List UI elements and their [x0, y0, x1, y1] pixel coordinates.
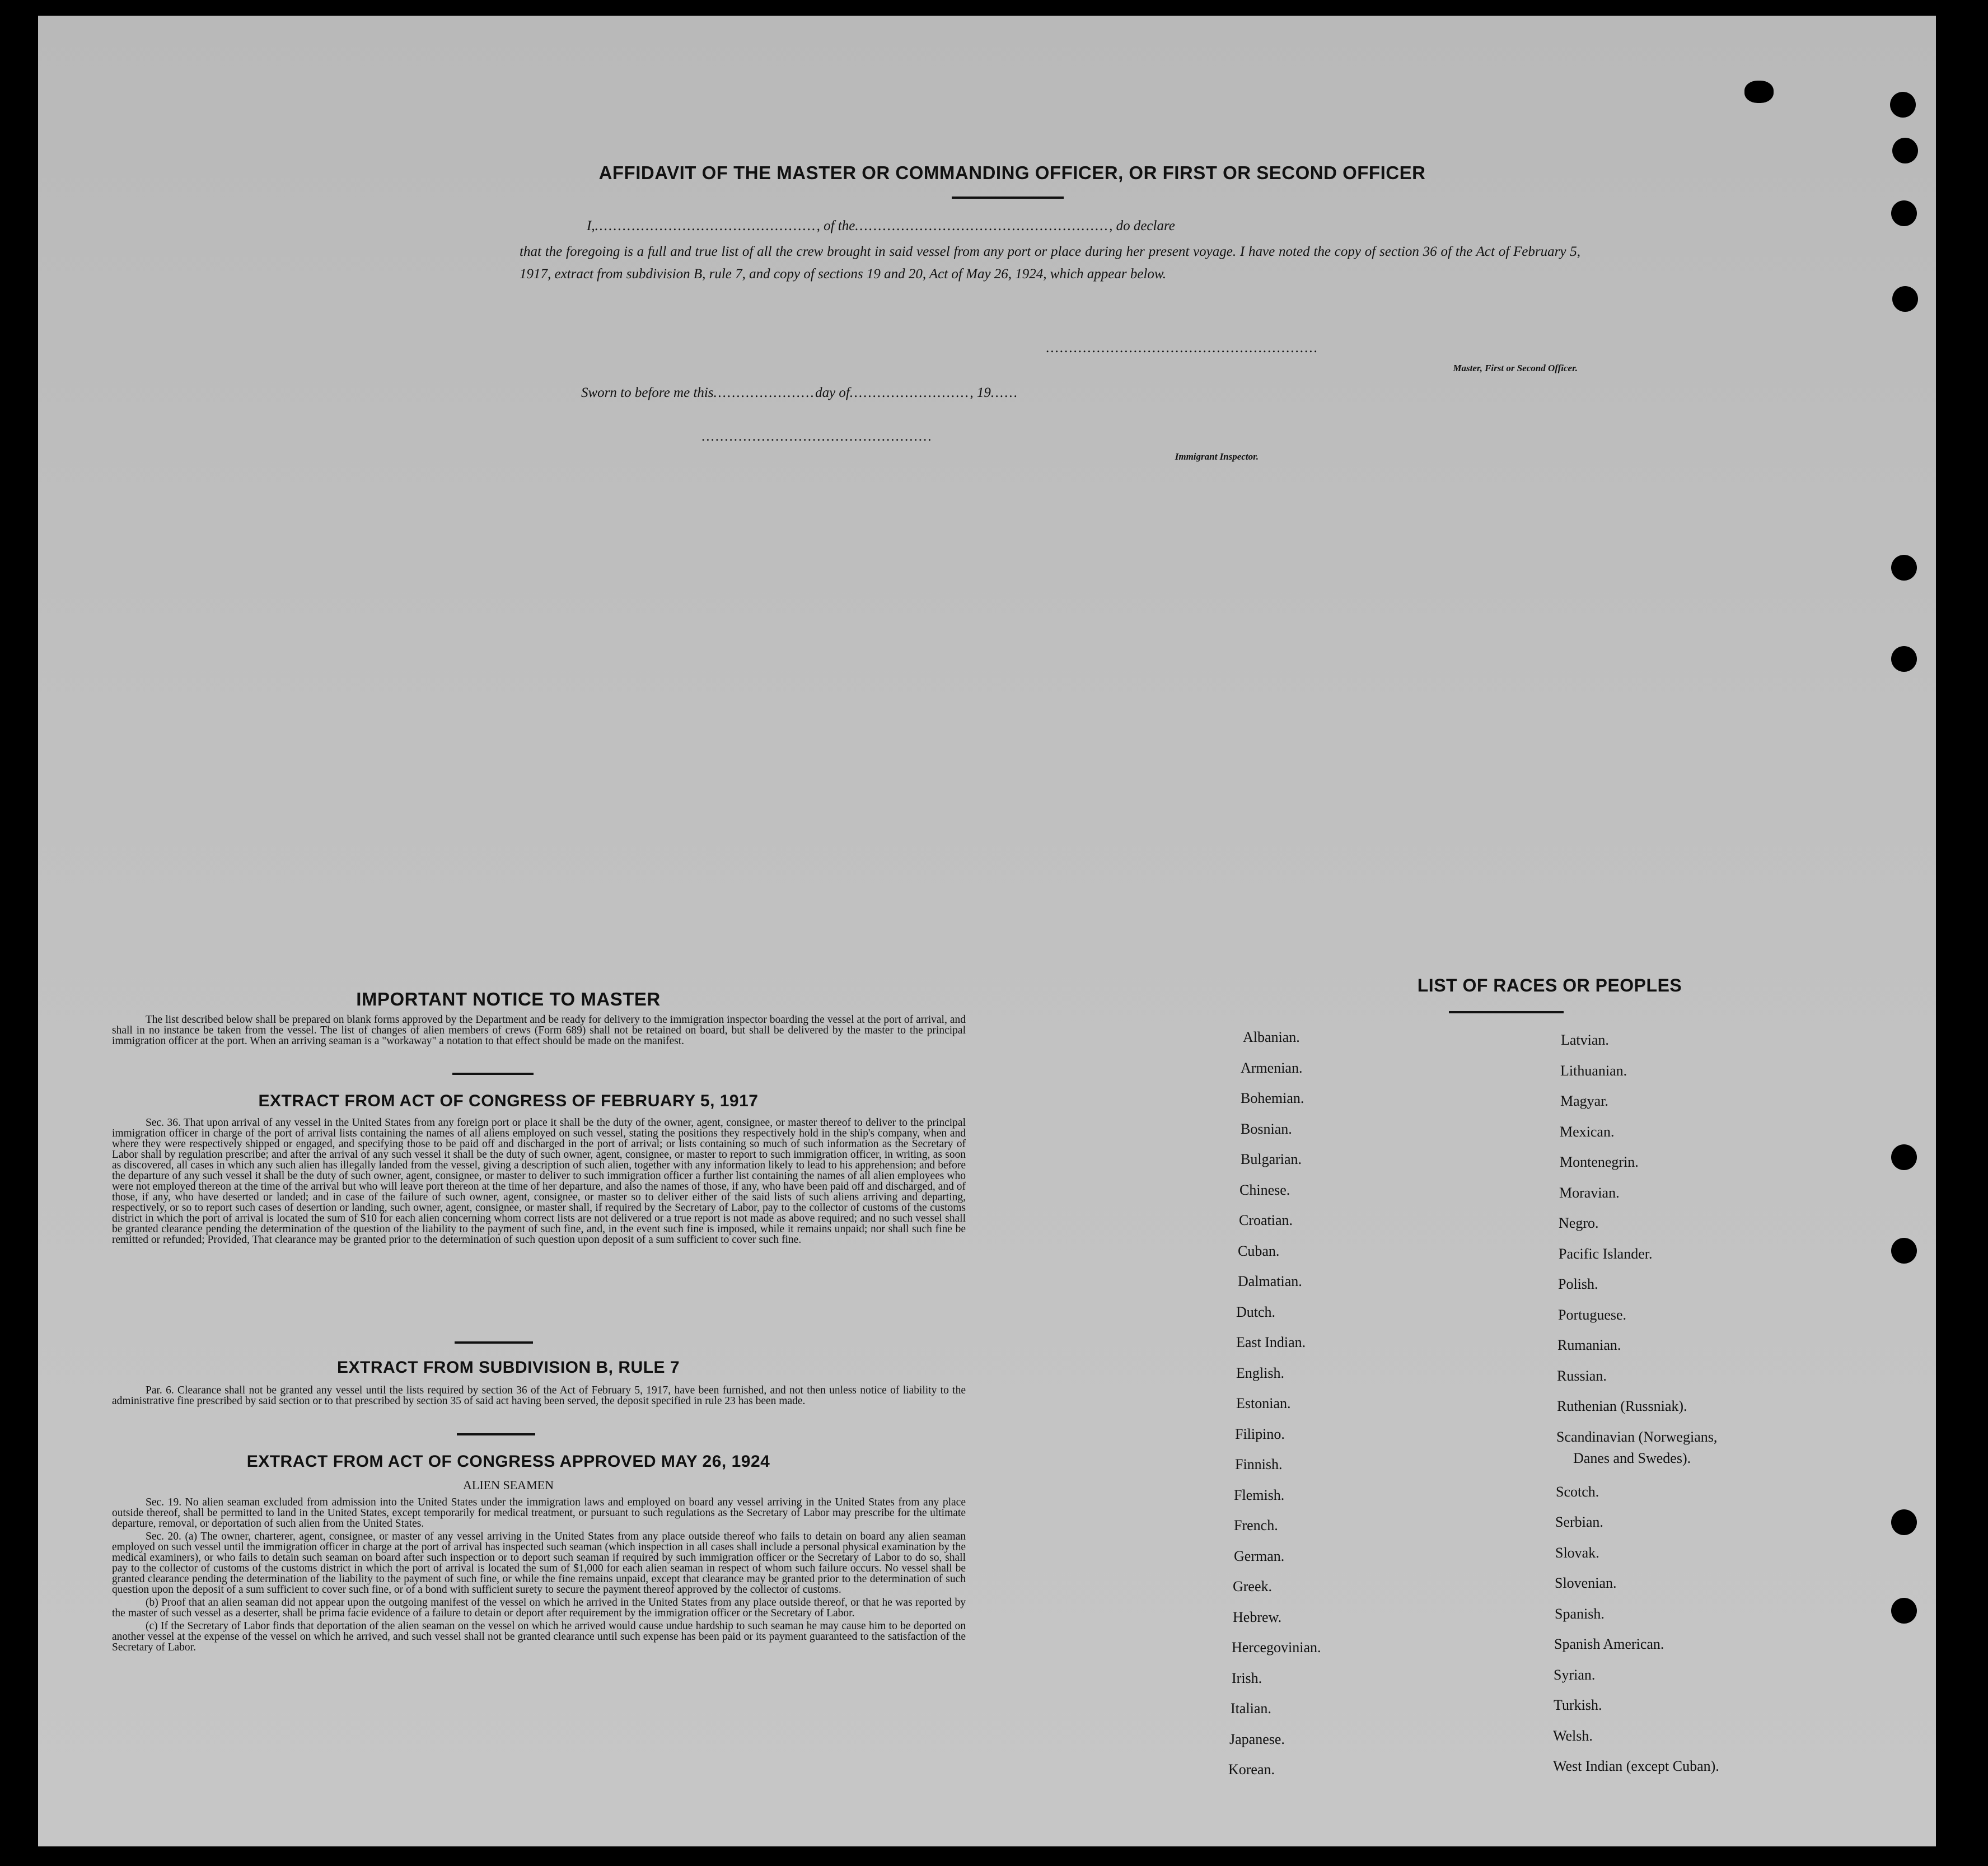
race-item: Hercegovinian. [1232, 1639, 1321, 1655]
sworn-line [581, 385, 1421, 401]
notice-text: The list described below shall be prepared on blank forms approved by the Department and be ready for delivery to the immigration inspector boarding the vessel at the port of arrival, and shall in no instance be taken from the vessel. The list of changes of alien members of crews (Form 689) shall not be retained on board, but shall be delivered by the master to the principal immigration officer at the port. When an arriving seaman is a "workaway" a notation to that effect should be made on the manifest. [112, 1014, 966, 1047]
race-item: Danes and Swedes). [1573, 1449, 1691, 1466]
day-of-label: day of [815, 385, 850, 400]
sworn-month-field[interactable]: .......................... [849, 385, 970, 400]
punch-hole [1891, 200, 1917, 226]
races-title: LIST OF RACES OR PEOPLES [1417, 975, 1682, 995]
punch-hole [1890, 92, 1916, 118]
race-item: Greek. [1233, 1578, 1273, 1594]
extract-rule7-text: Par. 6. Clearance shall not be granted any vessel until the lists required by section 36 of the Act of February 5, 1917, have been furnished, and not then unless notice of liability to the administrative fine prescribed by said section or to that prescribed by section 35 of said act having been served, the deposit specified in rule 23 has been made. [112, 1385, 966, 1407]
alien-seamen-subtitle: ALIEN SEAMEN [463, 1478, 554, 1492]
race-item: Estonian. [1236, 1395, 1291, 1411]
declarant-prefix: I, [587, 218, 595, 233]
affidavit-declaration-line [520, 218, 1583, 234]
punch-hole [1891, 1238, 1917, 1264]
race-item: Moravian. [1559, 1184, 1620, 1201]
race-item: Dutch. [1236, 1303, 1276, 1320]
race-item: Bosnian. [1241, 1120, 1292, 1137]
race-item: Bohemian. [1241, 1090, 1304, 1106]
race-item: Japanese. [1229, 1731, 1285, 1747]
race-item: Magyar. [1560, 1093, 1608, 1109]
punch-hole [1891, 646, 1917, 672]
race-item: Slovenian. [1555, 1575, 1617, 1591]
race-item: Negro. [1559, 1215, 1599, 1231]
affidavit-title: AFFIDAVIT OF THE MASTER OR COMMANDING OFFICER, OR FIRST OR SECOND OFFICER [598, 162, 1426, 183]
race-item: Bulgarian. [1241, 1151, 1302, 1167]
race-item: Rumanian. [1557, 1337, 1621, 1353]
race-item: Flemish. [1234, 1486, 1285, 1503]
sec-20a-text: Sec. 20. (a) The owner, charterer, agent, consignee, or master of any vessel arriving in the United States from any place outside thereof who fails to detain on board any alien seaman employed on such vessel until the immigration officer in charge at the port of arrival has inspected such seaman (which inspection in all cases shall include a personal physical examination by the medical examiners), or who fails to detain such seaman on board after such inspection or to deport such seaman if required by such immigration officer or the Secretary of Labor to do so, shall pay to the collector of customs of the customs district in which the port of arrival is located the sum of $1,000 for each alien seaman in respect of whom such failure occurs. No vessel shall be granted clearance pending the determination of the liability to the payment of such fine, or while the fine remains unpaid, except that clearance may be granted prior to the determination of such question upon the deposit of a sum sufficient to cover such fine, or of a bond with sufficient surety to secure the payment thereof approved by the collector of customs. [112, 1531, 966, 1596]
punch-hole [1744, 81, 1774, 103]
extract-rule7-rule [457, 1433, 535, 1435]
extract-rule7-title: EXTRACT FROM SUBDIVISION B, RULE 7 [336, 1358, 680, 1377]
race-item: English. [1236, 1364, 1284, 1381]
race-item: East Indian. [1236, 1334, 1306, 1350]
punch-hole [1891, 1509, 1917, 1535]
race-item: Armenian. [1241, 1059, 1303, 1076]
race-item: Croatian. [1239, 1212, 1293, 1228]
race-item: Montenegrin. [1560, 1154, 1639, 1170]
race-item: West Indian (except Cuban). [1553, 1758, 1719, 1774]
race-item: Spanish. [1555, 1605, 1605, 1622]
race-item: Russian. [1557, 1367, 1607, 1384]
punch-hole [1892, 286, 1918, 312]
of-the-label: , of the [816, 218, 855, 233]
punch-hole [1892, 138, 1918, 163]
race-item: Polish. [1558, 1276, 1598, 1292]
race-item: Mexican. [1560, 1123, 1615, 1140]
extract-1917-title: EXTRACT FROM ACT OF CONGRESS OF FEBRUARY 5, 1917 [258, 1092, 759, 1110]
extract-1924-body [112, 1497, 966, 1653]
sworn-label: Sworn to before me this [581, 385, 714, 400]
race-item: Chinese. [1239, 1181, 1290, 1198]
race-item: French. [1234, 1517, 1278, 1533]
race-item: Filipino. [1235, 1425, 1285, 1442]
affidavit-title-rule [952, 197, 1064, 199]
punch-hole [1891, 1598, 1917, 1624]
sec-19-text: Sec. 19. No alien seaman excluded from admission into the United States under the immigration laws and employed on board any vessel arriving in the United States from any place outside thereof, shall be permitted to land in the United States, except temporarily for medical treatment, or pursuant to such regulations as the Secretary of Labor may prescribe for the ultimate departure, removal, or deportation of such alien from the United States. [112, 1496, 966, 1530]
race-item: Cuban. [1238, 1242, 1280, 1259]
race-item: Slovak. [1555, 1544, 1599, 1561]
race-item: Turkish. [1554, 1697, 1602, 1713]
race-item: Dalmatian. [1238, 1273, 1302, 1289]
extract-1924-title: EXTRACT FROM ACT OF CONGRESS APPROVED MAY 26, 1924 [246, 1452, 770, 1471]
extract-1917-rule [455, 1341, 533, 1344]
inspector-signature-label: Immigrant Inspector. [1175, 451, 1259, 462]
affidavit-body: that the foregoing is a full and true list of all the crew brought in said vessel from any port or place during her present voyage. I have noted the copy of section 36 of the Act of February 5, 1917, extract from subdivision B, rule 7, and copy of sections 19 and 20, Act of May 26, 1924, which appear below. [520, 244, 1580, 282]
punch-hole [1891, 1144, 1917, 1170]
race-item: Spanish American. [1554, 1636, 1664, 1652]
race-item: Korean. [1228, 1761, 1275, 1778]
race-item: Latvian. [1561, 1032, 1609, 1048]
race-item: Finnish. [1235, 1456, 1283, 1472]
race-item: Portuguese. [1558, 1306, 1627, 1323]
race-item: Syrian. [1554, 1666, 1596, 1683]
declarant-name-field[interactable]: ................................................ [595, 218, 817, 233]
sworn-year-field[interactable]: ...... [990, 385, 1019, 400]
race-item: Irish. [1232, 1669, 1262, 1686]
races-title-rule [1449, 1011, 1564, 1013]
race-item: Albanian. [1243, 1029, 1300, 1045]
race-item: Lithuanian. [1560, 1062, 1627, 1079]
master-signature-label: Master, First or Second Officer. [1453, 363, 1578, 373]
extract-1917-text: Sec. 36. That upon arrival of any vessel in the United States from any foreign port or place it shall be the duty of the owner, agent, consignee, or master thereof to deliver to the principal immigration officer in charge of the port of arrival lists containing the names of all aliens employed on such vessel, stating the positions they respectively hold in the ship's company, when and where they were respectively shipped or engaged, and specifying those to be paid off and discharged in the port of arrival; or lists containing so much of such information as the Secretary of Labor shall by regulation prescribe; and after the arrival of any such vessel it shall be the duty of such owner, agent, consignee, or master to report to such immigration officer, in writing, as soon as discovered, all cases in which any such alien has illegally landed from the vessel, giving a description of such alien, together with any information likely to lead to his apprehension; and before the departure of any such vessel it shall be the duty of such owner, agent, consignee, or master to deliver to such immigration officer a further list containing the names of all alien employees who were not employed thereon at the time of the arrival but who will leave port thereon at the time of her departure, and also the names of those, if any, who have been paid off and discharged, and of those, if any, who have deserted or landed; and in case of the failure of such owner, agent, consignee, or master so to deliver either of the said lists of such aliens arriving and departing, respectively, or so to report such cases of desertion or landing, such owner, agent, consignee, or master shall, if required by the Secretary of Labor, pay to the collector of customs of the customs district in which the port of arrival is located the sum of $10 for each alien concerning whom correct lists are not delivered or a true report is not made as above required; and no such vessel shall be granted clearance pending the determination of the question of the liability to the payment of such fine, and, in the event such fine is imposed, while it remains unpaid; nor shall such fine be remitted or refunded; Provided, That clearance may be granted prior to the determination of such question upon deposit of a sum sufficient to cover such fine. [112, 1117, 966, 1246]
year-prefix-label: , 19 [970, 385, 991, 400]
race-item: Serbian. [1555, 1514, 1603, 1530]
sec-20b-text: (b) Proof that an alien seaman did not appear upon the outgoing manifest of the vessel on which he arrived in the United States from any place outside thereof, or that he was reported by the master of such vessel as a deserter, shall be prima facie evidence of a failure to detain or deport after requirement by the immigration officer or the Secretary of Labor. [112, 1597, 966, 1619]
sec-20c-text: (c) If the Secretary of Labor finds that deportation of the alien seaman on the vessel on which he arrived would cause undue hardship to such seaman he may cause him to be deported on another vessel at the expense of the vessel on which he arrived, and such vessel shall not be granted clearance until such expense has been paid or its payment guaranteed to the satisfaction of the Secretary of Labor. [112, 1620, 966, 1653]
vessel-name-field[interactable]: ....................................................... [855, 218, 1110, 233]
do-declare-label: , do declare [1109, 218, 1175, 233]
race-item: Scotch. [1556, 1483, 1599, 1500]
race-item: Hebrew. [1233, 1608, 1282, 1625]
sworn-day-field[interactable]: ...................... [713, 385, 816, 400]
notice-title: IMPORTANT NOTICE TO MASTER [356, 989, 661, 1009]
race-item: Italian. [1231, 1700, 1271, 1717]
master-signature-field[interactable]: ........................................................... [1046, 340, 1318, 356]
race-item: Ruthenian (Russniak). [1557, 1398, 1687, 1414]
inspector-signature-field[interactable]: .................................................. [701, 429, 933, 444]
document-page [38, 16, 1936, 1846]
race-item: Scandinavian (Norwegians, [1556, 1428, 1718, 1445]
notice-rule [452, 1073, 534, 1075]
race-item: Welsh. [1553, 1727, 1593, 1744]
race-item: Pacific Islander. [1559, 1245, 1653, 1262]
race-item: German. [1234, 1547, 1285, 1564]
punch-hole [1891, 555, 1917, 581]
